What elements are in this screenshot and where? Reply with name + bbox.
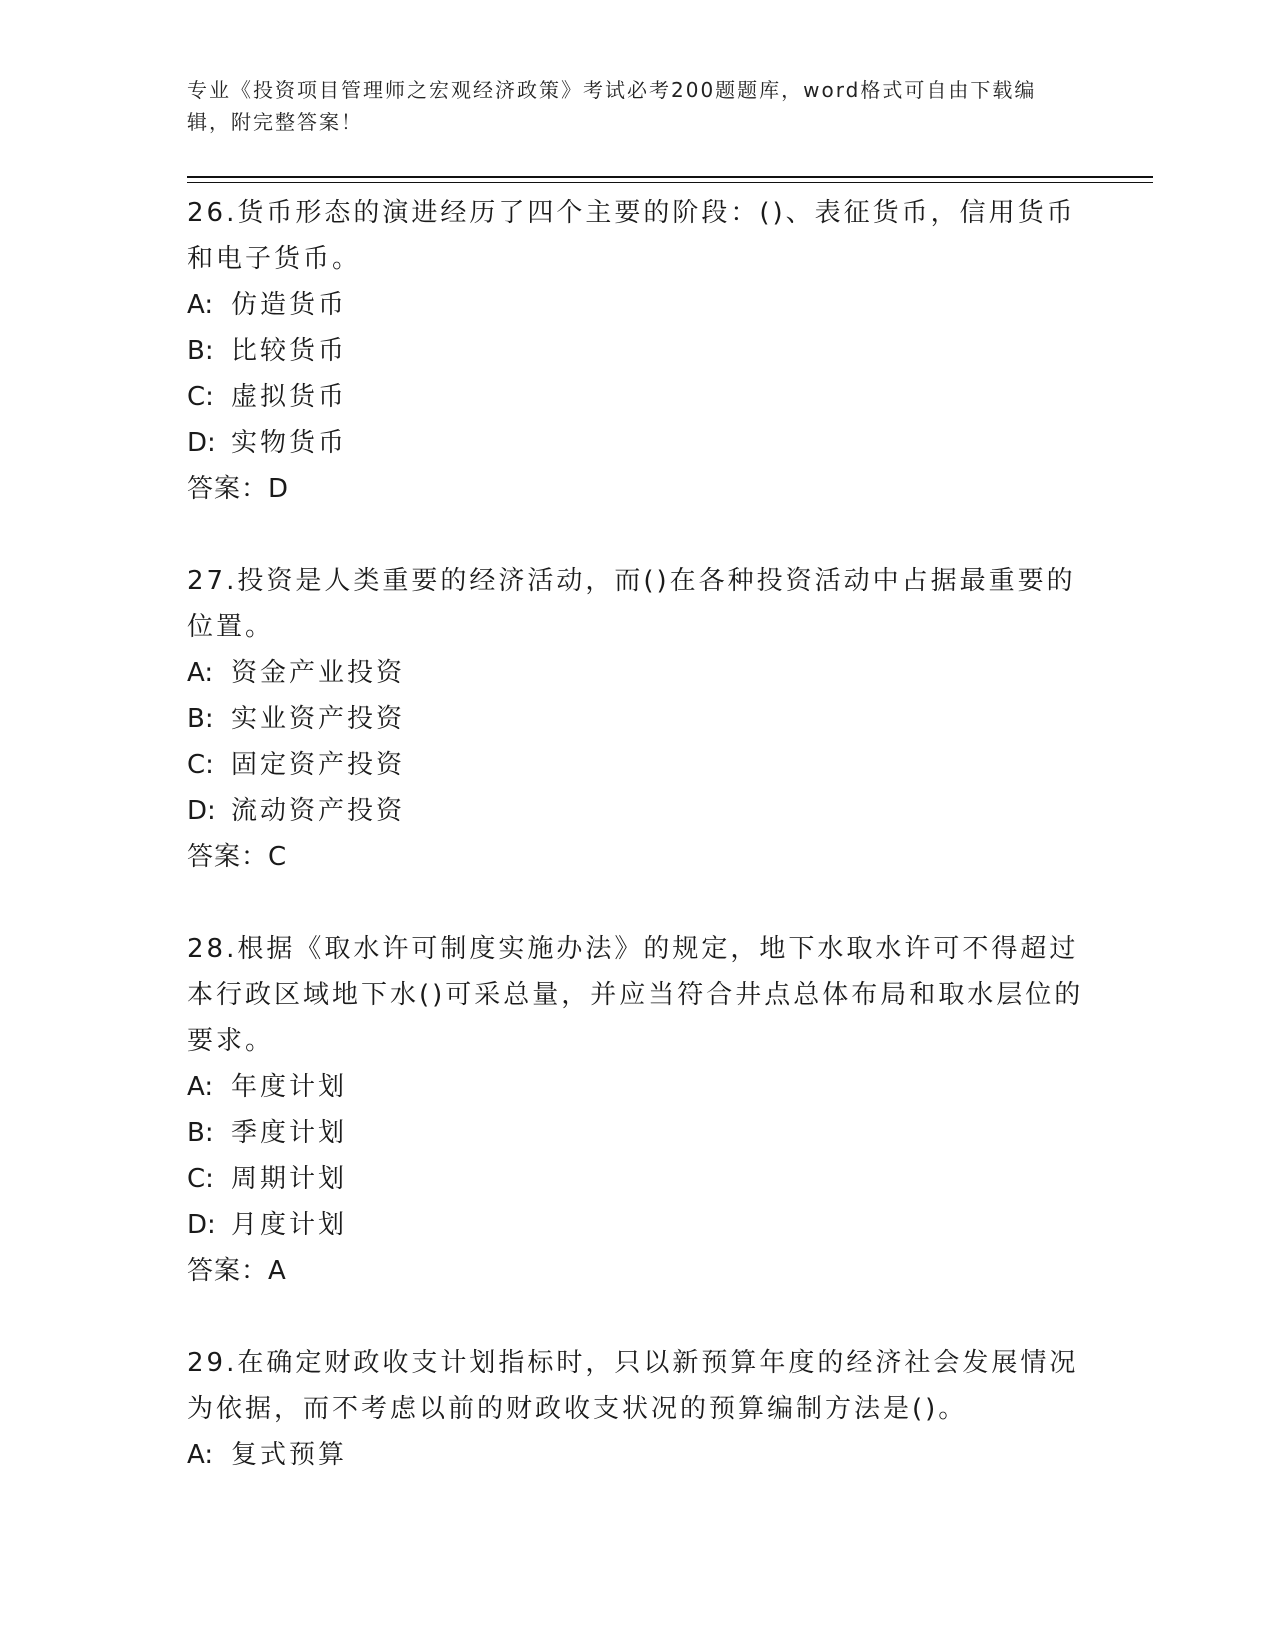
- option-key: D:: [187, 428, 216, 458]
- option-c: [187, 374, 1087, 420]
- question-stem: 29.在确定财政收支计划指标时，只以新预算年度的经济社会发展情况为依据，而不考虑以前的财政收支状况的预算编制方法是()。: [187, 1348, 1079, 1424]
- option-c: [187, 742, 1087, 788]
- option-key: C:: [187, 382, 214, 412]
- option-b: [187, 696, 1087, 742]
- option-text: 季度计划: [231, 1118, 348, 1148]
- option-text: 流动资产投资: [231, 796, 406, 826]
- question-stem: 26.货币形态的演进经历了四个主要的阶段：()、表征货币，信用货币和电子货币。: [187, 198, 1076, 274]
- option-a: [187, 1432, 1087, 1478]
- option-a: [187, 650, 1087, 696]
- option-b: [187, 1110, 1087, 1156]
- option-text: 年度计划: [231, 1072, 348, 1102]
- header-divider-thin: [187, 182, 1153, 183]
- question-stem: 28.根据《取水许可制度实施办法》的规定，地下水取水许可不得超过本行政区域地下水()可采总量，并应当符合井点总体布局和取水层位的要求。: [187, 934, 1084, 1056]
- answer-line: 答案：C: [187, 842, 288, 872]
- option-text: 实业资产投资: [231, 704, 406, 734]
- option-key: C:: [187, 1164, 214, 1194]
- option-text: 月度计划: [231, 1210, 348, 1240]
- option-text: 资金产业投资: [231, 658, 406, 688]
- option-key: A:: [187, 1072, 214, 1102]
- option-key: D:: [187, 1210, 216, 1240]
- document-header: 专业《投资项目管理师之宏观经济政策》考试必考200题题库，word格式可自由下载编辑，附完整答案！: [187, 78, 1037, 134]
- question-28: [187, 926, 1087, 1294]
- question-27: [187, 558, 1087, 880]
- question-stem: 27.投资是人类重要的经济活动，而()在各种投资活动中占据最重要的位置。: [187, 566, 1076, 642]
- option-key: B:: [187, 336, 214, 366]
- option-b: [187, 328, 1087, 374]
- option-key: A:: [187, 290, 214, 320]
- option-key: A:: [187, 658, 214, 688]
- question-29: [187, 1340, 1087, 1478]
- option-key: D:: [187, 796, 216, 826]
- option-text: 固定资产投资: [231, 750, 406, 780]
- option-d: [187, 788, 1087, 834]
- header-divider-thick: [187, 176, 1153, 178]
- option-a: [187, 1064, 1087, 1110]
- question-26: [187, 190, 1087, 512]
- option-c: [187, 1156, 1087, 1202]
- option-text: 周期计划: [231, 1164, 348, 1194]
- option-a: [187, 282, 1087, 328]
- question-list: [187, 190, 1087, 1524]
- option-text: 复式预算: [231, 1440, 348, 1470]
- option-d: [187, 1202, 1087, 1248]
- option-d: [187, 420, 1087, 466]
- option-key: A:: [187, 1440, 214, 1470]
- option-key: B:: [187, 704, 214, 734]
- option-key: B:: [187, 1118, 214, 1148]
- answer-line: 答案：D: [187, 474, 290, 504]
- option-text: 实物货币: [231, 428, 348, 458]
- option-key: C:: [187, 750, 214, 780]
- option-text: 比较货币: [231, 336, 348, 366]
- answer-line: 答案：A: [187, 1256, 287, 1286]
- option-text: 仿造货币: [231, 290, 348, 320]
- option-text: 虚拟货币: [231, 382, 348, 412]
